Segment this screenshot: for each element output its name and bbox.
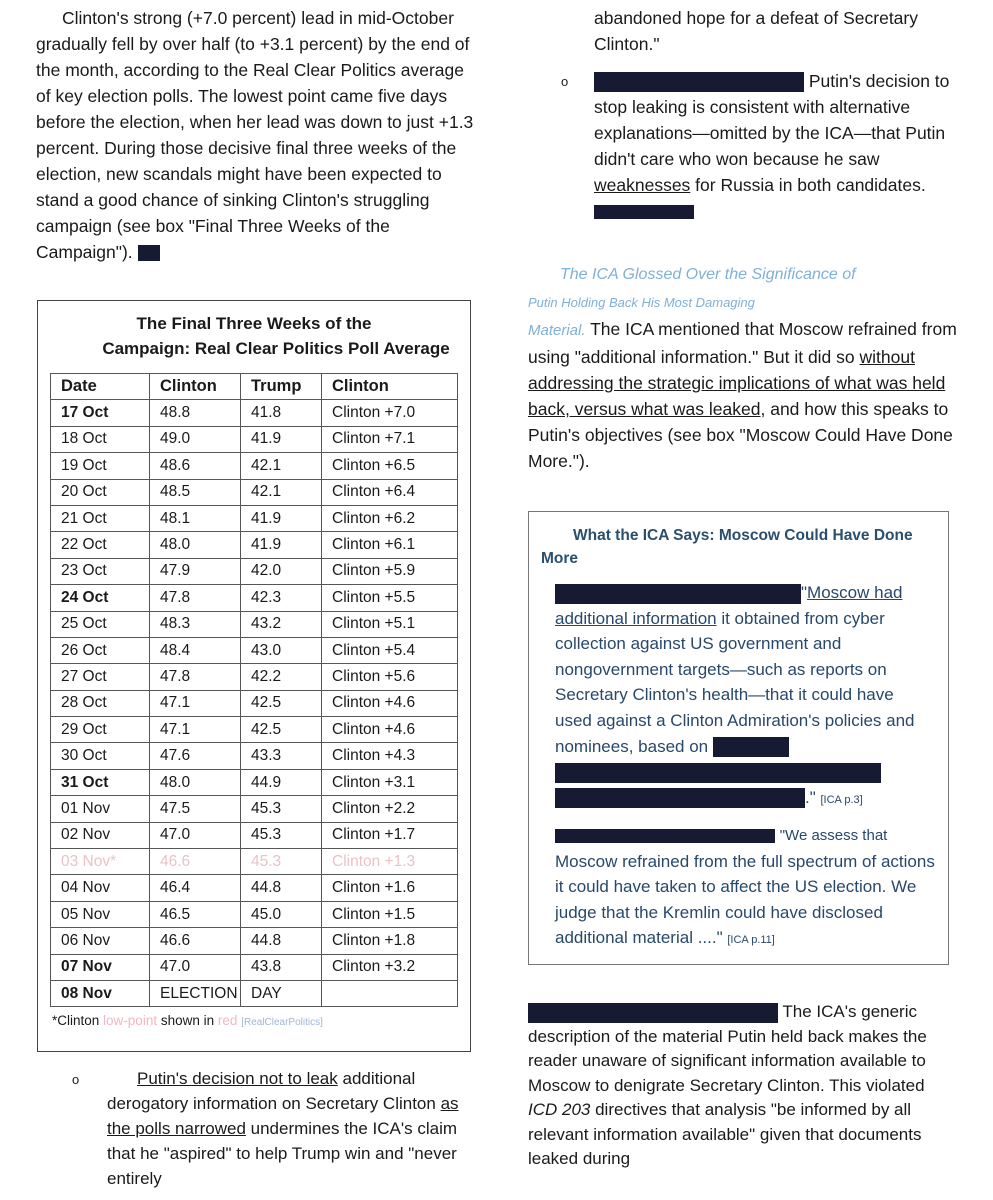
poll-table-row (51, 585, 458, 611)
poll-cell-clinton: 48.6 (150, 453, 241, 479)
poll-cell-clinton: 47.0 (150, 822, 241, 848)
poll-cell-trump: 44.9 (241, 769, 322, 795)
poll-cell-trump: 42.1 (241, 453, 322, 479)
poll-cell-lead: Clinton +5.6 (322, 664, 458, 690)
poll-table-row (51, 690, 458, 716)
poll-table-row (51, 426, 458, 452)
poll-cell-clinton: 47.0 (150, 954, 241, 980)
poll-cell-trump: DAY (241, 980, 322, 1006)
poll-cell-lead: Clinton +3.1 (322, 769, 458, 795)
poll-cell-date: 20 Oct (51, 479, 150, 505)
poll-table-row (51, 558, 458, 584)
ica-box-title: What the ICA Says: Moscow Could Have Done More (541, 527, 913, 567)
poll-cell-trump: 41.8 (241, 400, 322, 426)
poll-table-row (51, 717, 458, 743)
poll-cell-date: 31 Oct (51, 769, 150, 795)
poll-cell-trump: 44.8 (241, 875, 322, 901)
redaction-block (138, 245, 160, 261)
header-clinton: Clinton (150, 374, 241, 400)
ica-quote-2: "We assess that Moscow refrained from the full spectrum of actions it could have taken to affect the US election. We judge that the Kremlin could have disclosed additional material ...." [ICA p.11] (555, 827, 935, 948)
poll-cell-clinton: 46.5 (150, 901, 241, 927)
poll-table-row (51, 479, 458, 505)
poll-cell-date: 18 Oct (51, 426, 150, 452)
poll-cell-date: 05 Nov (51, 901, 150, 927)
poll-cell-trump: 45.0 (241, 901, 322, 927)
poll-cell-lead: Clinton +4.6 (322, 717, 458, 743)
header-trump: Trump (241, 374, 322, 400)
poll-cell-lead: Clinton +6.5 (322, 453, 458, 479)
bullet-marker: o (72, 1072, 80, 1087)
header-date: Date (51, 374, 150, 400)
poll-cell-date: 29 Oct (51, 717, 150, 743)
redaction-block (594, 72, 804, 92)
poll-cell-lead: Clinton +5.5 (322, 585, 458, 611)
poll-cell-date: 04 Nov (51, 875, 150, 901)
poll-cell-trump: 43.2 (241, 611, 322, 637)
poll-cell-trump: 42.3 (241, 585, 322, 611)
poll-cell-date: 23 Oct (51, 558, 150, 584)
poll-cell-lead: Clinton +1.7 (322, 822, 458, 848)
right-continuation: abandoned hope for a defeat of Secretary Clinton." (594, 8, 918, 54)
poll-cell-lead: Clinton +1.5 (322, 901, 458, 927)
poll-cell-clinton: 48.5 (150, 479, 241, 505)
poll-table-row (51, 611, 458, 637)
poll-cell-trump: 43.8 (241, 954, 322, 980)
poll-cell-date: 30 Oct (51, 743, 150, 769)
poll-cell-lead: Clinton +5.4 (322, 637, 458, 663)
poll-table-row (51, 928, 458, 954)
poll-cell-clinton: 46.6 (150, 928, 241, 954)
poll-table-row (51, 849, 458, 875)
poll-cell-date: 25 Oct (51, 611, 150, 637)
right-bottom-paragraph: The ICA's generic description of the material Putin held back makes the reader unaware of significant information available to Moscow to denigrate Secretary Clinton. This violated ICD 203 directives that analysis "be informed by all relevant information available" given that documents leaked during (528, 1002, 927, 1168)
poll-cell-trump: 43.0 (241, 637, 322, 663)
poll-cell-trump: 42.0 (241, 558, 322, 584)
poll-cell-clinton: 46.4 (150, 875, 241, 901)
poll-cell-clinton: 48.4 (150, 637, 241, 663)
poll-cell-clinton: 48.0 (150, 769, 241, 795)
poll-table-row (51, 822, 458, 848)
redaction-block (528, 1003, 778, 1023)
section-heading-line2: Putin Holding Back His Most Damaging (528, 295, 755, 310)
poll-cell-trump: 41.9 (241, 426, 322, 452)
redaction-block (555, 829, 775, 843)
poll-cell-lead: Clinton +1.8 (322, 928, 458, 954)
redaction-block (555, 584, 801, 604)
ica-says-box (528, 511, 949, 965)
left-bullet-paragraph: Putin's decision not to leak additional derogatory information on Secretary Clinton as the polls narrowed undermines the ICA's claim that he "aspired" to help Trump win and "never entirely (107, 1069, 459, 1188)
poll-table-row (51, 664, 458, 690)
poll-cell-clinton: 46.6 (150, 849, 241, 875)
poll-cell-date: 21 Oct (51, 505, 150, 531)
poll-table-row (51, 453, 458, 479)
poll-cell-clinton: 48.1 (150, 505, 241, 531)
poll-cell-trump: 42.5 (241, 717, 322, 743)
poll-cell-lead: Clinton +6.2 (322, 505, 458, 531)
poll-cell-lead: Clinton +7.0 (322, 400, 458, 426)
poll-cell-lead: Clinton +4.6 (322, 690, 458, 716)
poll-cell-lead: Clinton +6.4 (322, 479, 458, 505)
poll-cell-date: 17 Oct (51, 400, 150, 426)
poll-table-header (51, 374, 458, 400)
ica-quote-1: "Moscow had additional information it obtained from cyber collection against US government and nongovernment targets—such as reports on Secretary Clinton's health—that it could have used against a Clinton Admiration's policies and nominees, based on ." [ICA p.3] (555, 583, 915, 807)
poll-table-row (51, 743, 458, 769)
poll-cell-date: 07 Nov (51, 954, 150, 980)
poll-cell-lead: Clinton +5.9 (322, 558, 458, 584)
poll-cell-lead: Clinton +2.2 (322, 796, 458, 822)
left-intro-text: Clinton's strong (+7.0 percent) lead in mid-October gradually fell by over half (to +3.1 percent) by the end of the month, according to the Real Clear Politics average of key election polls. The lowest point came five days before the election, when her lead was down to just +1.3 percent. During those decisive final three weeks of the election, new scandals might have been expected to stand a good chance of sinking Clinton's struggling campaign (see box "Final Three Weeks of the Campaign"). (36, 8, 474, 262)
poll-cell-clinton: 47.8 (150, 664, 241, 690)
poll-cell-clinton: 47.9 (150, 558, 241, 584)
left-intro-paragraph (36, 5, 476, 265)
poll-cell-trump: 41.9 (241, 505, 322, 531)
poll-table-row (51, 769, 458, 795)
poll-cell-date: 03 Nov* (51, 849, 150, 875)
poll-cell-lead: Clinton +3.2 (322, 954, 458, 980)
poll-cell-date: 02 Nov (51, 822, 150, 848)
poll-cell-lead: Clinton +6.1 (322, 532, 458, 558)
poll-cell-clinton: 48.3 (150, 611, 241, 637)
redaction-block (555, 788, 805, 808)
poll-table-row (51, 875, 458, 901)
poll-cell-trump: 45.3 (241, 822, 322, 848)
redaction-block (594, 205, 694, 219)
poll-cell-date: 24 Oct (51, 585, 150, 611)
poll-cell-clinton: 47.1 (150, 717, 241, 743)
poll-cell-date: 22 Oct (51, 532, 150, 558)
section-heading-line3: Material. (528, 322, 586, 339)
poll-cell-trump: 42.2 (241, 664, 322, 690)
poll-cell-trump: 42.5 (241, 690, 322, 716)
poll-cell-date: 27 Oct (51, 664, 150, 690)
poll-cell-clinton: ELECTION (150, 980, 241, 1006)
poll-cell-clinton: 48.0 (150, 532, 241, 558)
poll-box-title: The Final Three Weeks of the Campaign: Real Clear Politics Poll Average (102, 314, 450, 358)
poll-cell-trump: 42.1 (241, 479, 322, 505)
right-bullet-paragraph: Putin's decision to stop leaking is consistent with alternative explanations—omitted by the ICA—that Putin didn't care who won because he saw weaknesses for Russia in both candidates. (594, 68, 954, 224)
poll-cell-lead: Clinton +4.3 (322, 743, 458, 769)
poll-cell-trump: 41.9 (241, 532, 322, 558)
poll-cell-clinton: 47.8 (150, 585, 241, 611)
poll-cell-clinton: 47.6 (150, 743, 241, 769)
bullet-marker: o (561, 74, 569, 89)
poll-table-row (51, 532, 458, 558)
poll-table-row (51, 901, 458, 927)
poll-cell-date: 26 Oct (51, 637, 150, 663)
poll-table-row (51, 980, 458, 1006)
poll-table-row (51, 796, 458, 822)
poll-cell-trump: 44.8 (241, 928, 322, 954)
redaction-block (555, 763, 881, 783)
poll-cell-lead: Clinton +1.6 (322, 875, 458, 901)
poll-cell-clinton: 48.8 (150, 400, 241, 426)
poll-cell-date: 01 Nov (51, 796, 150, 822)
redaction-block (713, 737, 789, 757)
ica-significance-section: The ICA Glossed Over the Significance of Putin Holding Back His Most Damaging Material. The ICA mentioned that Moscow refrained from using "additional information." But it did so without addressing the strategic implications of what was held back, versus what was leaked, and how this speaks to Putin's objectives (see box "Moscow Could Have Done More."). (528, 266, 957, 471)
poll-cell-lead (322, 980, 458, 1006)
poll-cell-clinton: 47.1 (150, 690, 241, 716)
poll-cell-trump: 45.3 (241, 849, 322, 875)
poll-cell-trump: 43.3 (241, 743, 322, 769)
poll-table (50, 373, 458, 1007)
poll-cell-date: 19 Oct (51, 453, 150, 479)
poll-table-row (51, 400, 458, 426)
poll-average-box (37, 300, 471, 1052)
header-clinton-lead: Clinton (322, 374, 458, 400)
poll-cell-trump: 45.3 (241, 796, 322, 822)
poll-cell-date: 28 Oct (51, 690, 150, 716)
poll-cell-clinton: 49.0 (150, 426, 241, 452)
poll-cell-lead: Clinton +5.1 (322, 611, 458, 637)
poll-cell-lead: Clinton +1.3 (322, 849, 458, 875)
poll-table-row (51, 505, 458, 531)
section-heading-line1: The ICA Glossed Over the Significance of (560, 266, 856, 283)
poll-cell-date: 08 Nov (51, 980, 150, 1006)
poll-footnote: *Clinton low-point shown in red [RealClearPolitics] (52, 1013, 323, 1028)
poll-cell-lead: Clinton +7.1 (322, 426, 458, 452)
poll-table-row (51, 954, 458, 980)
poll-cell-clinton: 47.5 (150, 796, 241, 822)
poll-table-row (51, 637, 458, 663)
poll-cell-date: 06 Nov (51, 928, 150, 954)
